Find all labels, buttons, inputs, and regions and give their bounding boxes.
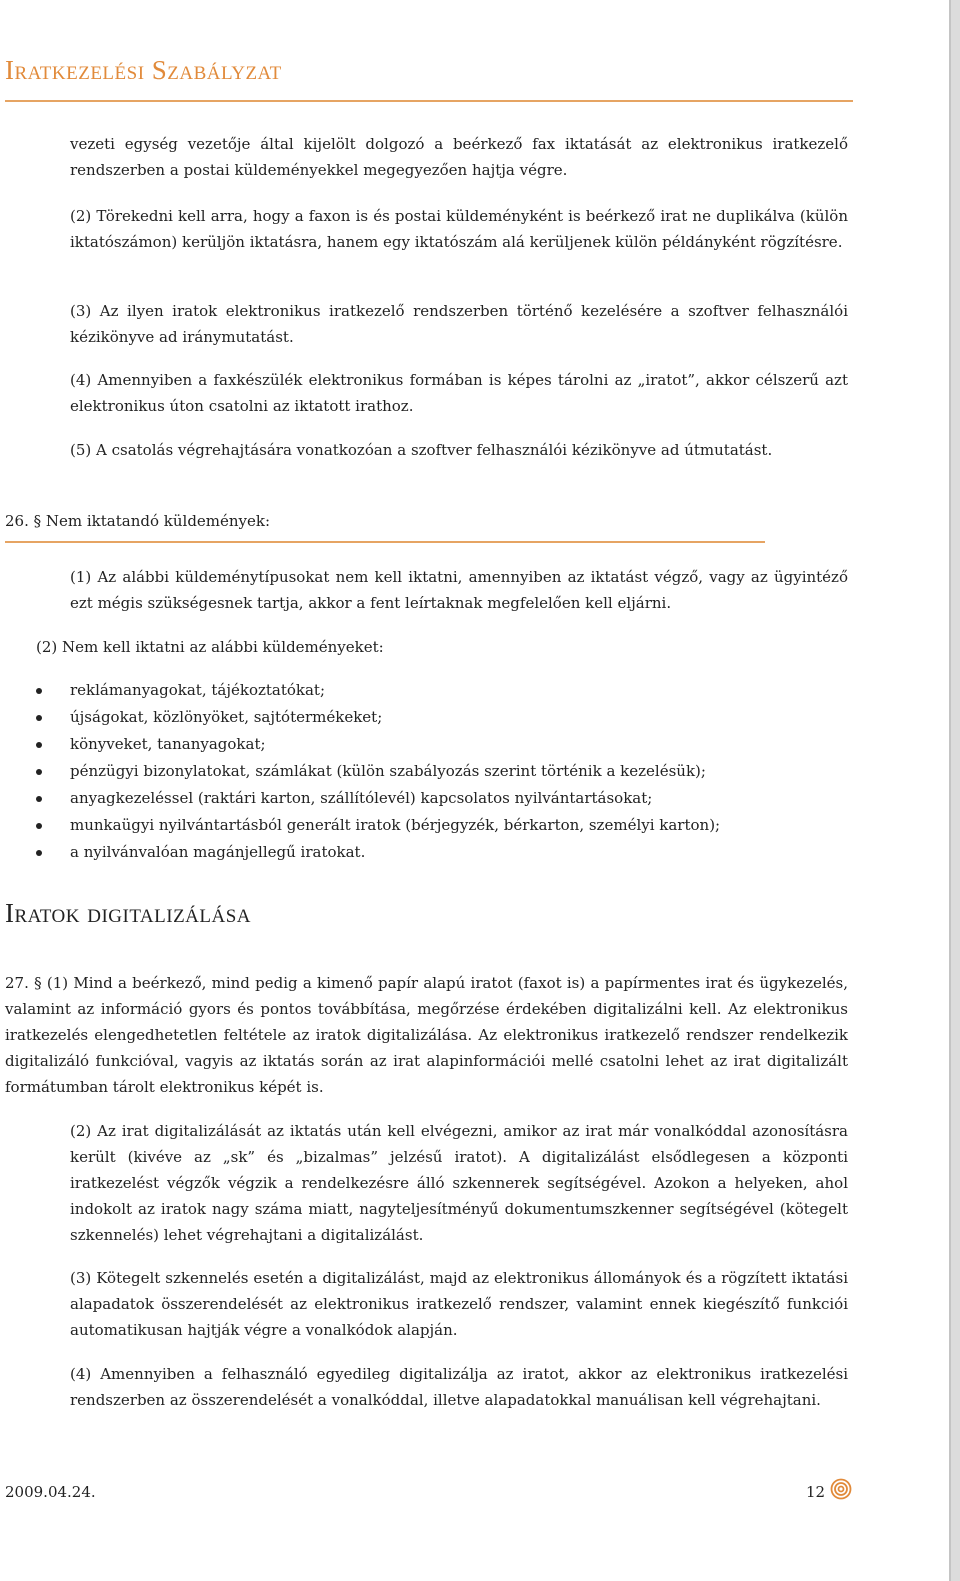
header-rule xyxy=(5,100,853,102)
list-item: munkaügyi nyilvántartásból generált iratok (bérjegyzék, bérkarton, személyi karton); xyxy=(36,812,848,839)
section-27-paragraph-4: (4) Amennyiben a felhasználó egyedileg digitalizálja az iratot, akkor az elektronikus iratkezelési rendszerben az összerendelését a vonalkóddal, illetve alapadatokkal manuálisan kell végrehajtani. xyxy=(70,1365,848,1409)
concentric-circles-icon xyxy=(830,1478,852,1500)
section-27-paragraph-3: (3) Kötegelt szkennelés esetén a digitalizálást, majd az elektronikus állományok és a rögzített iktatási alapadatok összerendelését az elektronikus iratkezelő rendszer, valamint ennek kiegészítő funkciói automatikusan hajtják végre a vonalkódok alapján. xyxy=(70,1269,848,1339)
header-title: Iratkezelési Szabályzat xyxy=(5,55,282,85)
list-item: újságokat, közlönyöket, sajtótermékeket; xyxy=(36,704,848,731)
section-26-rule xyxy=(5,541,765,543)
section-26-paragraph-1: (1) Az alábbi küldeménytípusokat nem kell iktatni, amennyiben az iktatást végző, vagy az ügyintéző ezt mégis szükségesnek tartja, akkor a fent leírtaknak megfelelően kell eljárni. xyxy=(70,568,848,612)
section-26-paragraph-2: (2) Nem kell iktatni az alábbi küldeményeket: xyxy=(36,638,384,656)
section-27-paragraph-2: (2) Az irat digitalizálását az iktatás után kell elvégezni, amikor az irat már vonalkóddal azonosításra került (kivéve az „sk” és „bizalmas” jelzésű iratot). A digitalizálást elsődlegesen a központi iratkezelést végzők végzik a rendelkezésre álló szkennerek segítségével. Azokon a helyeken, ahol indokolt az iratok nagy száma miatt, nagyteljesítményű dokumentumszkenner segítségével (kötegelt szkennelés) lehet végrehajtani a digitalizálást. xyxy=(70,1122,848,1244)
page-edge-bar xyxy=(949,0,960,1581)
list-item: anyagkezeléssel (raktári karton, szállítólevél) kapcsolatos nyilvántartásokat; xyxy=(36,785,848,812)
paragraph-4: (4) Amennyiben a faxkészülék elektronikus formában is képes tárolni az „iratot”, akkor célszerű azt elektronikus úton csatolni az iktatott irathoz. xyxy=(70,371,848,415)
exempt-items-list xyxy=(36,677,848,866)
footer-date: 2009.04.24. xyxy=(5,1483,96,1501)
list-item: könyveket, tananyagokat; xyxy=(36,731,848,758)
list-item: reklámanyagokat, tájékoztatókat; xyxy=(36,677,848,704)
list-item: pénzügyi bizonylatokat, számlákat (külön szabályozás szerint történik a kezelésük); xyxy=(36,758,848,785)
page-number: 12 xyxy=(806,1483,826,1501)
section-26-heading: 26. § Nem iktatandó küldemények: xyxy=(5,512,271,530)
paragraph-3: (3) Az ilyen iratok elektronikus iratkezelő rendszerben történő kezelésére a szoftver felhasználói kézikönyve ad iránymutatást. xyxy=(70,302,848,346)
paragraph-5: (5) A csatolás végrehajtására vonatkozóan a szoftver felhasználói kézikönyve ad útmutatást. xyxy=(70,441,773,459)
paragraph-continuation: vezeti egység vezetője által kijelölt dolgozó a beérkező fax iktatását az elektronikus iratkezelő rendszerben a postai küldeményekkel megegyezően hajtja végre. xyxy=(70,135,848,179)
section-27-paragraph-1: 27. § (1) Mind a beérkező, mind pedig a kimenő papír alapú iratot (faxot is) a papírmentes irat és ügykezelés, valamint az információ gyors és pontos továbbítása, megőrzése érdekében digitalizálni kell. Az elektronikus iratkezelés elengedhetetlen feltétele az iratok digitalizálása. Az elektronikus iratkezelő rendszer rendelkezik digitalizáló funkcióval, vagyis az iktatás során az irat alapinformációi mellé csatolni lehet az irat digitalizált formátumban tárolt elektronikus képét is. xyxy=(5,974,848,1096)
list-item: a nyilvánvalóan magánjellegű iratokat. xyxy=(36,839,848,866)
section-title-digitalization: Iratok digitalizálása xyxy=(5,898,252,928)
paragraph-2: (2) Törekedni kell arra, hogy a faxon is és postai küldeményként is beérkező irat ne duplikálva (külön iktatószámon) kerüljön iktatásra, hanem egy iktatószám alá kerüljenek külön példányként rögzítésre. xyxy=(70,207,848,251)
